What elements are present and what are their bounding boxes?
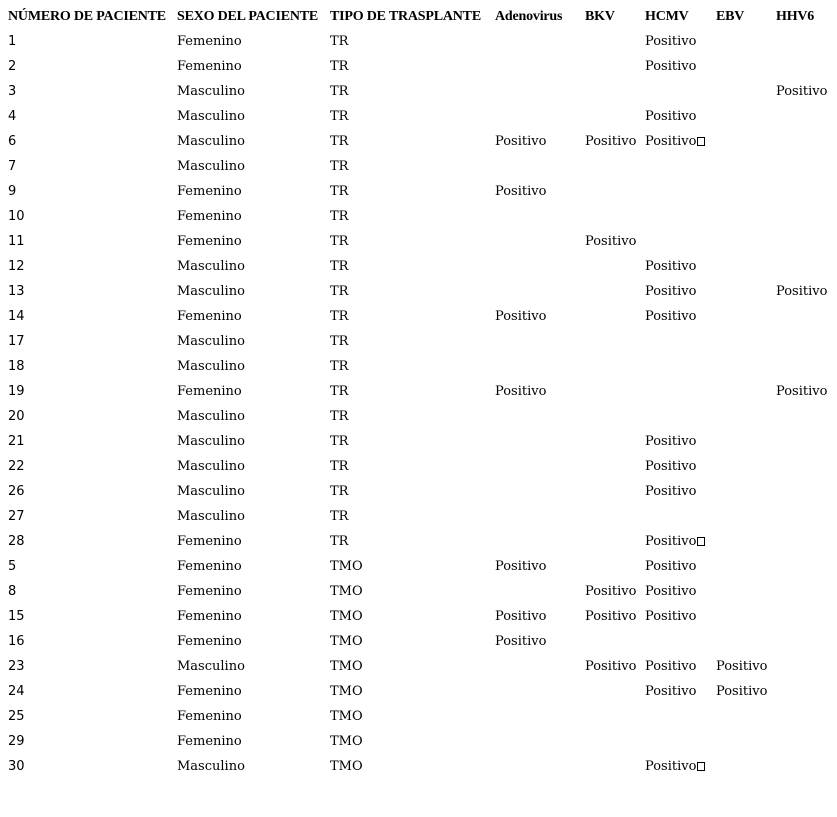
cell-hcmv: Positivo	[645, 659, 697, 674]
cell-transplant-type: TR	[330, 259, 349, 274]
cell-patient-number: 26	[8, 484, 25, 499]
placeholder-box-icon	[697, 137, 705, 146]
cell-transplant-type: TMO	[330, 559, 363, 574]
cell-patient-sex: Femenino	[177, 684, 242, 699]
header-hhv6: HHV6	[776, 9, 815, 24]
cell-hcmv: Positivo	[645, 559, 697, 574]
cell-adenovirus: Positivo	[495, 609, 547, 624]
cell-transplant-type: TR	[330, 34, 349, 49]
table-row	[0, 158, 837, 183]
table-row	[0, 608, 837, 633]
cell-patient-number: 22	[8, 459, 25, 474]
cell-transplant-type: TR	[330, 134, 349, 149]
cell-patient-number: 2	[8, 59, 17, 74]
cell-patient-number: 18	[8, 359, 25, 374]
table-row	[0, 408, 837, 433]
cell-patient-sex: Masculino	[177, 409, 245, 424]
cell-patient-number: 19	[8, 384, 25, 399]
table-row	[0, 183, 837, 208]
cell-hhv6: Positivo	[776, 84, 828, 99]
cell-patient-sex: Masculino	[177, 259, 245, 274]
table-row	[0, 458, 837, 483]
cell-patient-sex: Masculino	[177, 659, 245, 674]
table-row	[0, 208, 837, 233]
table-row	[0, 533, 837, 558]
cell-transplant-type: TMO	[330, 759, 363, 774]
header-patient-number: NÚMERO DE PACIENTE	[8, 9, 166, 24]
cell-transplant-type: TR	[330, 334, 349, 349]
cell-patient-number: 7	[8, 159, 17, 174]
cell-patient-number: 15	[8, 609, 25, 624]
table-row	[0, 58, 837, 83]
table-row	[0, 83, 837, 108]
cell-patient-number: 12	[8, 259, 25, 274]
cell-patient-number: 17	[8, 334, 25, 349]
cell-ebv: Positivo	[716, 684, 768, 699]
cell-patient-number: 1	[8, 34, 17, 49]
cell-patient-number: 10	[8, 209, 25, 224]
table-row	[0, 708, 837, 733]
cell-transplant-type: TR	[330, 284, 349, 299]
cell-transplant-type: TR	[330, 84, 349, 99]
header-transplant-type: TIPO DE TRASPLANTE	[330, 9, 481, 24]
table-row	[0, 133, 837, 158]
cell-hcmv: Positivo	[645, 584, 697, 599]
table-row	[0, 433, 837, 458]
cell-patient-number: 3	[8, 84, 17, 99]
placeholder-box-icon	[697, 762, 705, 771]
cell-patient-sex: Femenino	[177, 309, 242, 324]
table-row	[0, 308, 837, 333]
cell-patient-sex: Masculino	[177, 84, 245, 99]
table-row	[0, 333, 837, 358]
cell-patient-sex: Masculino	[177, 109, 245, 124]
table-row	[0, 283, 837, 308]
cell-patient-sex: Femenino	[177, 709, 242, 724]
cell-patient-number: 23	[8, 659, 25, 674]
cell-patient-number: 24	[8, 684, 25, 699]
cell-patient-number: 8	[8, 584, 17, 599]
cell-patient-number: 27	[8, 509, 25, 524]
cell-patient-sex: Femenino	[177, 534, 242, 549]
cell-hcmv: Positivo	[645, 309, 697, 324]
cell-transplant-type: TR	[330, 534, 349, 549]
header-hcmv: HCMV	[645, 9, 689, 24]
cell-patient-sex: Masculino	[177, 459, 245, 474]
cell-patient-number: 5	[8, 559, 17, 574]
cell-patient-sex: Masculino	[177, 359, 245, 374]
table-row	[0, 683, 837, 708]
table-row	[0, 33, 837, 58]
cell-transplant-type: TR	[330, 184, 349, 199]
cell-transplant-type: TR	[330, 159, 349, 174]
cell-hcmv: Positivo	[645, 109, 697, 124]
cell-transplant-type: TR	[330, 459, 349, 474]
cell-bkv: Positivo	[585, 659, 637, 674]
cell-patient-sex: Femenino	[177, 734, 242, 749]
cell-adenovirus: Positivo	[495, 559, 547, 574]
cell-transplant-type: TMO	[330, 709, 363, 724]
cell-patient-number: 4	[8, 109, 17, 124]
placeholder-box-icon	[697, 537, 705, 546]
cell-hcmv: Positivo	[645, 59, 697, 74]
table-body	[0, 33, 837, 783]
table-row	[0, 258, 837, 283]
cell-patient-number: 13	[8, 284, 25, 299]
header-ebv: EBV	[716, 9, 745, 24]
cell-patient-sex: Masculino	[177, 509, 245, 524]
cell-patient-sex: Femenino	[177, 584, 242, 599]
table-row	[0, 558, 837, 583]
cell-patient-number: 21	[8, 434, 25, 449]
cell-patient-number: 6	[8, 134, 17, 149]
cell-bkv: Positivo	[585, 134, 637, 149]
cell-adenovirus: Positivo	[495, 134, 547, 149]
table-row	[0, 508, 837, 533]
cell-transplant-type: TR	[330, 509, 349, 524]
cell-transplant-type: TMO	[330, 659, 363, 674]
cell-transplant-type: TR	[330, 209, 349, 224]
cell-patient-number: 9	[8, 184, 17, 199]
cell-patient-sex: Femenino	[177, 559, 242, 574]
cell-patient-number: 16	[8, 634, 25, 649]
cell-hcmv: Positivo	[645, 434, 697, 449]
cell-adenovirus: Positivo	[495, 184, 547, 199]
cell-patient-sex: Masculino	[177, 434, 245, 449]
cell-patient-number: 20	[8, 409, 25, 424]
cell-hcmv: Positivo	[645, 459, 697, 474]
cell-hcmv: Positivo	[645, 484, 697, 499]
cell-adenovirus: Positivo	[495, 634, 547, 649]
table-row	[0, 483, 837, 508]
table-row	[0, 358, 837, 383]
cell-patient-sex: Femenino	[177, 384, 242, 399]
cell-transplant-type: TR	[330, 234, 349, 249]
table-row	[0, 658, 837, 683]
cell-patient-number: 14	[8, 309, 25, 324]
cell-bkv: Positivo	[585, 234, 637, 249]
cell-hcmv: Positivo	[645, 284, 697, 299]
header-adenovirus: Adenovirus	[495, 9, 563, 24]
cell-hcmv: Positivo	[645, 533, 705, 551]
cell-patient-sex: Femenino	[177, 209, 242, 224]
cell-patient-number: 11	[8, 234, 25, 249]
cell-patient-sex: Masculino	[177, 134, 245, 149]
cell-patient-sex: Masculino	[177, 484, 245, 499]
cell-patient-sex: Femenino	[177, 234, 242, 249]
cell-transplant-type: TR	[330, 309, 349, 324]
cell-transplant-type: TR	[330, 59, 349, 74]
cell-bkv: Positivo	[585, 609, 637, 624]
table-row	[0, 758, 837, 783]
table-row	[0, 733, 837, 758]
cell-hcmv: Positivo	[645, 684, 697, 699]
table-row	[0, 383, 837, 408]
table-row	[0, 108, 837, 133]
cell-ebv: Positivo	[716, 659, 768, 674]
cell-transplant-type: TMO	[330, 734, 363, 749]
cell-hcmv: Positivo	[645, 133, 705, 151]
cell-hcmv: Positivo	[645, 758, 705, 776]
cell-patient-number: 30	[8, 759, 25, 774]
cell-patient-number: 29	[8, 734, 25, 749]
table-row	[0, 233, 837, 258]
cell-hcmv: Positivo	[645, 609, 697, 624]
cell-transplant-type: TMO	[330, 584, 363, 599]
table-header-row	[0, 8, 837, 28]
cell-patient-sex: Femenino	[177, 609, 242, 624]
header-bkv: BKV	[585, 9, 615, 24]
cell-transplant-type: TMO	[330, 684, 363, 699]
cell-hcmv: Positivo	[645, 259, 697, 274]
cell-adenovirus: Positivo	[495, 384, 547, 399]
cell-transplant-type: TR	[330, 434, 349, 449]
cell-patient-number: 28	[8, 534, 25, 549]
cell-patient-number: 25	[8, 709, 25, 724]
cell-bkv: Positivo	[585, 584, 637, 599]
cell-patient-sex: Femenino	[177, 184, 242, 199]
cell-transplant-type: TMO	[330, 634, 363, 649]
cell-patient-sex: Masculino	[177, 159, 245, 174]
cell-transplant-type: TR	[330, 384, 349, 399]
header-patient-sex: SEXO DEL PACIENTE	[177, 9, 319, 24]
table-row	[0, 633, 837, 658]
cell-patient-sex: Femenino	[177, 59, 242, 74]
cell-transplant-type: TR	[330, 409, 349, 424]
cell-patient-sex: Masculino	[177, 284, 245, 299]
cell-patient-sex: Femenino	[177, 34, 242, 49]
cell-transplant-type: TR	[330, 359, 349, 374]
cell-hhv6: Positivo	[776, 284, 828, 299]
cell-transplant-type: TR	[330, 109, 349, 124]
table-row	[0, 583, 837, 608]
cell-hcmv: Positivo	[645, 34, 697, 49]
cell-patient-sex: Masculino	[177, 759, 245, 774]
cell-transplant-type: TR	[330, 484, 349, 499]
cell-transplant-type: TMO	[330, 609, 363, 624]
cell-hhv6: Positivo	[776, 384, 828, 399]
cell-adenovirus: Positivo	[495, 309, 547, 324]
cell-patient-sex: Masculino	[177, 334, 245, 349]
cell-patient-sex: Femenino	[177, 634, 242, 649]
